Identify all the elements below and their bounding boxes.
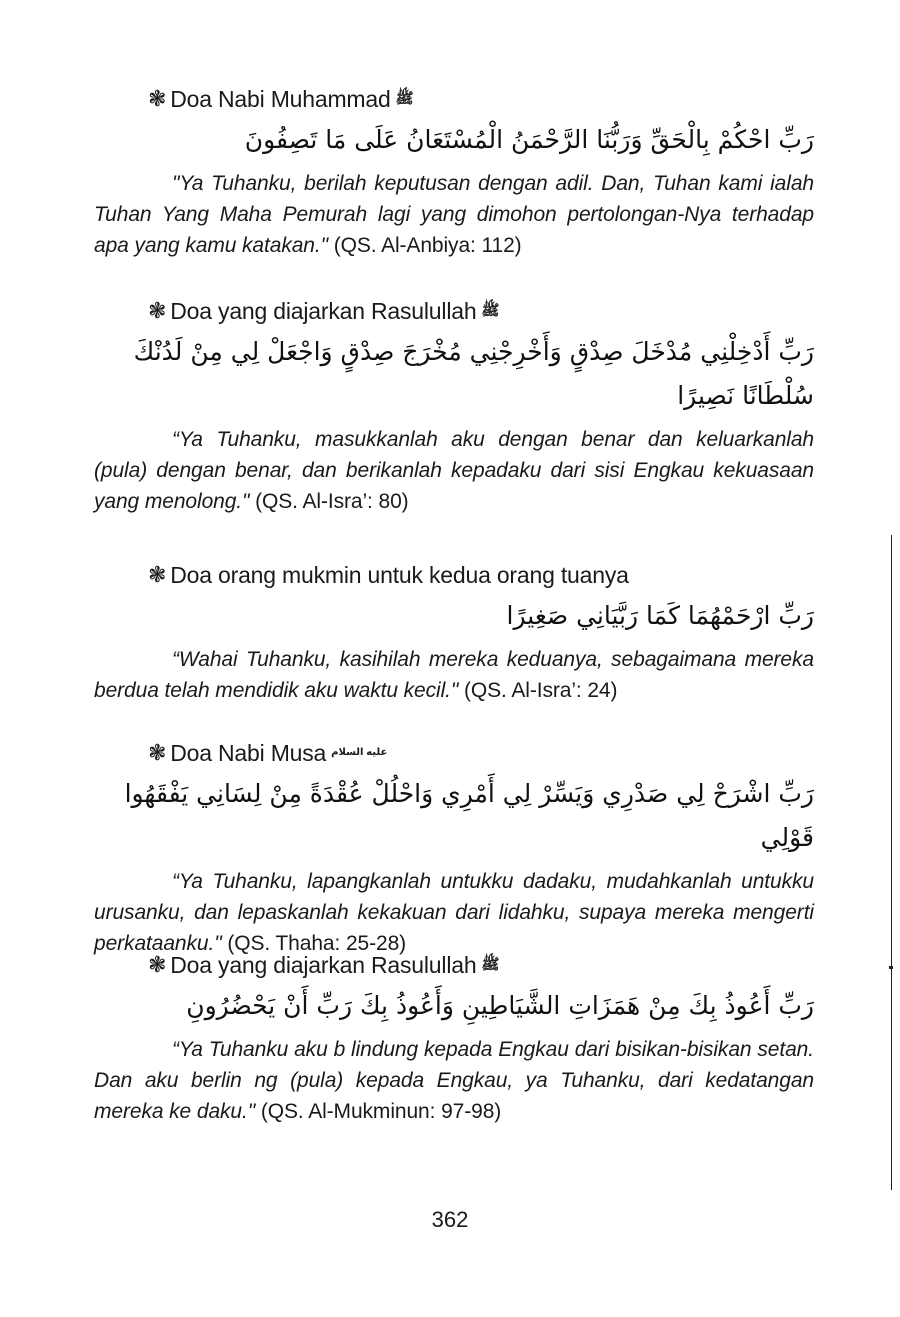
translation-text: “Ya Tuhanku, masukkanlah aku dengan benar dan keluarkanlah (pula) dengan benar, dan berikanlah kepadaku dari sisi Engkau kekuasaan yang menolong." xyxy=(94,428,814,513)
arabic-verse: رَبِّ احْكُمْ بِالْحَقِّ وَرَبُّنَا الرَّحْمَنُ الْمُسْتَعَانُ عَلَى مَا تَصِفُونَ xyxy=(244,125,814,154)
prayer-section xyxy=(94,296,814,517)
page-number: 362 xyxy=(431,1207,469,1232)
translation-text: “Ya Tuhanku aku b lindung kepada Engkau dari bisikan-bisikan setan. Dan aku berlin ng (pula) kepada Engkau, ya Tuhanku, dari kedatangan mereka ke daku." xyxy=(94,1038,814,1123)
translation-text: “Wahai Tuhanku, kasihilah mereka keduanya, sebagaimana mereka berdua telah mendidik aku waktu kecil." xyxy=(94,648,814,702)
translation-paragraph xyxy=(94,1034,814,1127)
flower-ornament-icon: ❃ xyxy=(148,298,167,323)
arabic-verse: رَبِّ اشْرَحْ لِي صَدْرِي وَيَسِّرْ لِي أَمْرِي وَاحْلُلْ عُقْدَةً مِنْ لِسَانِي يَفْقَهُوا قَوْلِي xyxy=(124,779,814,852)
section-heading xyxy=(148,950,814,980)
honorific-icon: ﷺ xyxy=(481,956,500,973)
arabic-verse: رَبِّ أَدْخِلْنِي مُدْخَلَ صِدْقٍ وَأَخْرِجْنِي مُخْرَجَ صِدْقٍ وَاجْعَلْ لِي مِنْ لَدُنْكَ سُلْطَانًا نَصِيرًا xyxy=(133,337,814,410)
section-heading xyxy=(148,738,814,768)
verse-reference: (QS. Al-Mukminun: 97-98) xyxy=(255,1100,502,1123)
flower-ornament-icon: ❃ xyxy=(148,740,167,765)
section-heading xyxy=(148,296,814,326)
honorific-icon: عليه السلام xyxy=(331,747,388,758)
verse-reference: (QS. Al-Isra’: 24) xyxy=(458,679,618,702)
honorific-icon: ﷺ xyxy=(395,90,414,107)
prayer-section xyxy=(94,84,814,261)
heading-text: Doa orang mukmin untuk kedua orang tuanya xyxy=(170,562,629,588)
flower-ornament-icon: ❃ xyxy=(148,86,167,111)
translation-text: "Ya Tuhanku, berilah keputusan dengan adil. Dan, Tuhan kami ialah Tuhan Yang Maha Pemurah lagi yang dimohon pertolongan-Nya terhadap apa yang kamu katakan." xyxy=(94,172,814,257)
translation-paragraph xyxy=(94,866,814,959)
translation-paragraph xyxy=(94,424,814,517)
heading-text: Doa yang diajarkan Rasulullah xyxy=(170,952,477,978)
heading-text: Doa Nabi Muhammad xyxy=(170,86,391,112)
prayer-section xyxy=(94,560,814,706)
translation-paragraph xyxy=(94,168,814,261)
flower-ornament-icon: ❃ xyxy=(148,562,167,587)
translation-paragraph xyxy=(94,644,814,706)
arabic-verse: رَبِّ ارْحَمْهُمَا كَمَا رَبَّيَانِي صَغِيرًا xyxy=(506,601,814,630)
verse-reference: (QS. Al-Isra’: 80) xyxy=(249,490,409,513)
honorific-icon: ﷺ xyxy=(481,302,500,319)
verse-reference: (QS. Thaha: 25-28) xyxy=(221,932,407,955)
prayer-section xyxy=(94,950,814,1127)
section-heading xyxy=(148,560,814,590)
translation-text: “Ya Tuhanku, lapangkanlah untukku dadaku, mudahkanlah untukku urusanku, dan lepaskanlah kekakuan dari lidahku, supaya mereka mengerti perkataanku." xyxy=(94,870,814,955)
arabic-verse: رَبِّ أَعُوذُ بِكَ مِنْ هَمَزَاتِ الشَّيَاطِينِ وَأَعُوذُ بِكَ رَبِّ أَنْ يَحْضُرُونِ xyxy=(186,991,814,1020)
prayer-section xyxy=(94,738,814,959)
verse-reference: (QS. Al-Anbiya: 112) xyxy=(327,234,522,257)
heading-text: Doa yang diajarkan Rasulullah xyxy=(170,298,477,324)
heading-text: Doa Nabi Musa xyxy=(170,740,327,766)
flower-ornament-icon: ❃ xyxy=(148,952,167,977)
section-heading xyxy=(148,84,814,114)
page-edge-line xyxy=(891,535,892,1190)
page-edge-mark xyxy=(889,966,893,969)
